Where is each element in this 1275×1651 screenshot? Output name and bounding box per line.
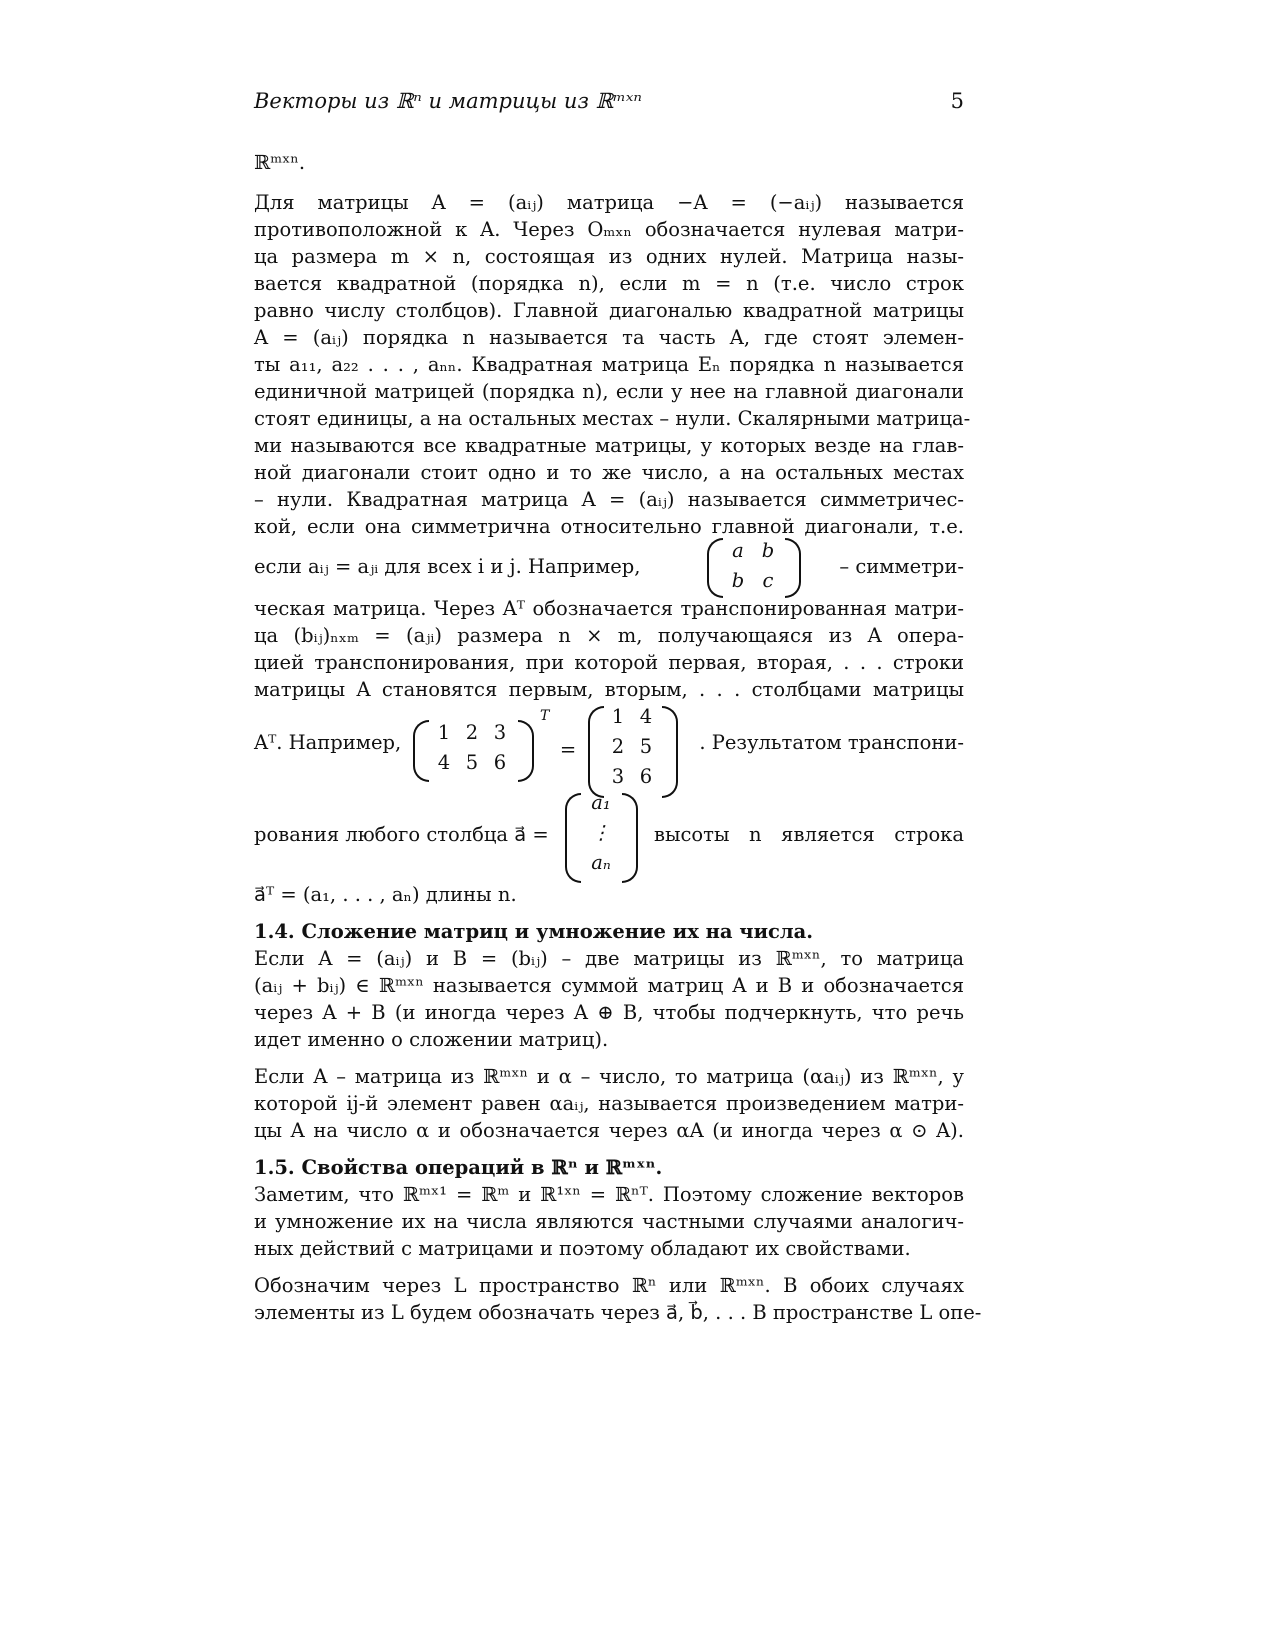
left-paren [707,538,723,598]
matrix-cell: 5 [465,751,479,774]
text-line: ты a₁₁, a₂₂ . . . , aₙₙ. Квадратная матрица Eₙ порядка n называется [254,353,964,376]
text-line: ца размера m × n, состоящая из одних нулей. Матрица назы- [254,245,964,268]
left-paren [565,793,581,883]
text-line: Aᵀ. Например, [254,731,402,754]
text-line: ной диагонали стоит одно и то же число, а на остальных местах [254,461,964,484]
text-line: и умножение их на числа являются частными случаями аналогич- [254,1210,964,1233]
matrix-cell: 3 [611,765,625,788]
text-line: матрицы A становятся первым, вторым, . . . столбцами матрицы [254,678,964,701]
matrix-cell: a₁ [591,791,611,814]
page-number: 5 [950,89,964,113]
text-line: если aᵢⱼ = aⱼᵢ для всех i и j. Например, [254,555,641,578]
text-line: идет именно о сложении матриц). [254,1028,609,1051]
matrix-cell: b [761,539,775,562]
matrix-cell: 6 [639,765,653,788]
text-line: Если A – матрица из ℝᵐˣⁿ и α – число, то матрица (αaᵢⱼ) из ℝᵐˣⁿ, у [254,1065,964,1088]
text-line: Заметим, что ℝᵐˣ¹ = ℝᵐ и ℝ¹ˣⁿ = ℝⁿᵀ. Поэтому сложение векторов [254,1183,964,1206]
text-line: равно числу столбцов). Главной диагональю квадратной матрицы [254,299,964,322]
text-line: a⃗ᵀ = (a₁, . . . , aₙ) длины n. [254,883,517,906]
text-line: рования любого столбца a⃗ = [254,823,549,846]
text-line: Обозначим через L пространство ℝⁿ или ℝᵐˣⁿ. В обоих случаях [254,1274,964,1297]
text-line: Если A = (aᵢⱼ) и B = (bᵢⱼ) – две матрицы из ℝᵐˣⁿ, то матрица [254,947,964,970]
transpose-superscript: T [540,708,550,724]
right-paren [662,706,678,798]
matrix-cell: aₙ [591,851,611,874]
right-paren [622,793,638,883]
text-line: – симметри- [839,555,964,578]
matrix-cell: 4 [639,705,653,728]
text-line: кой, если она симметрична относительно главной диагонали, т.е. [254,515,964,538]
matrix-cell: 1 [611,705,625,728]
right-paren [785,538,801,598]
text-line: ми называются все квадратные матрицы, у которых везде на глав- [254,434,964,457]
text-line: Для матрицы A = (aᵢⱼ) матрица −A = (−aᵢⱼ) называется [254,191,964,214]
matrix-cell: ⋮ [591,821,611,844]
text-line: противоположной к A. Через Oₘₓₙ обозначается нулевая матри- [254,218,964,241]
matrix-cell: 5 [639,735,653,758]
matrix-cell: a [732,539,744,562]
right-paren [518,720,534,782]
matrix-cell: 2 [465,721,479,744]
matrix-cell: 4 [437,751,451,774]
text-line: ческая матрица. Через Aᵀ обозначается транспонированная матри- [254,597,964,620]
text-line: вается квадратной (порядка n), если m = n (т.е. число строк [254,272,964,295]
text-line: ца (bᵢⱼ)ₙₓₘ = (aⱼᵢ) размера n × m, получающаяся из A опера- [254,624,964,647]
text-line: цией транспонирования, при которой первая, вторая, . . . строки [254,651,964,674]
header-title: Векторы из ℝⁿ и матрицы из ℝᵐˣⁿ [254,89,642,113]
text-line: единичной матрицей (порядка n), если у нее на главной диагонали [254,380,964,403]
text-line: стоят единицы, а на остальных местах – нули. Скалярными матрица- [254,407,971,430]
section-heading: 1.5. Свойства операций в ℝⁿ и ℝᵐˣⁿ. [254,1156,663,1179]
left-paren [588,706,604,798]
running-header [254,88,964,114]
text-line: высоты n является строка [654,823,964,846]
text-line: ных действий с матрицами и поэтому обладают их свойствами. [254,1237,911,1260]
text-line: . Результатом транспони- [699,731,964,754]
left-paren [413,720,429,782]
matrix-cell: 2 [611,735,625,758]
matrix-cell: 6 [493,751,507,774]
text-line: цы A на число α и обозначается через αA (и иногда через α ⊙ A). [254,1119,964,1142]
matrix-cell: 3 [493,721,507,744]
text-line: которой ij-й элемент равен αaᵢⱼ, называется произведением матри- [254,1092,964,1115]
matrix-cell: b [731,569,745,592]
equals-sign: = [559,738,577,761]
text-line: элементы из L будем обозначать через a⃗, b⃗, . . . В пространстве L опе- [254,1301,982,1324]
matrix-cell: 1 [437,721,451,744]
matrix-cell: c [762,569,774,592]
text-line: A = (aᵢⱼ) порядка n называется та часть A, где стоят элемен- [254,326,964,349]
text-line: через A + B (и иногда через A ⊕ B, чтобы подчеркнуть, что речь [254,1001,964,1024]
text-line: – нули. Квадратная матрица A = (aᵢⱼ) называется симметричес- [254,488,964,511]
section-heading: 1.4. Сложение матриц и умножение их на числа. [254,920,814,943]
text-line: (aᵢⱼ + bᵢⱼ) ∈ ℝᵐˣⁿ называется суммой матриц A и B и обозначается [254,974,964,997]
text-line: ℝᵐˣⁿ. [254,151,306,174]
